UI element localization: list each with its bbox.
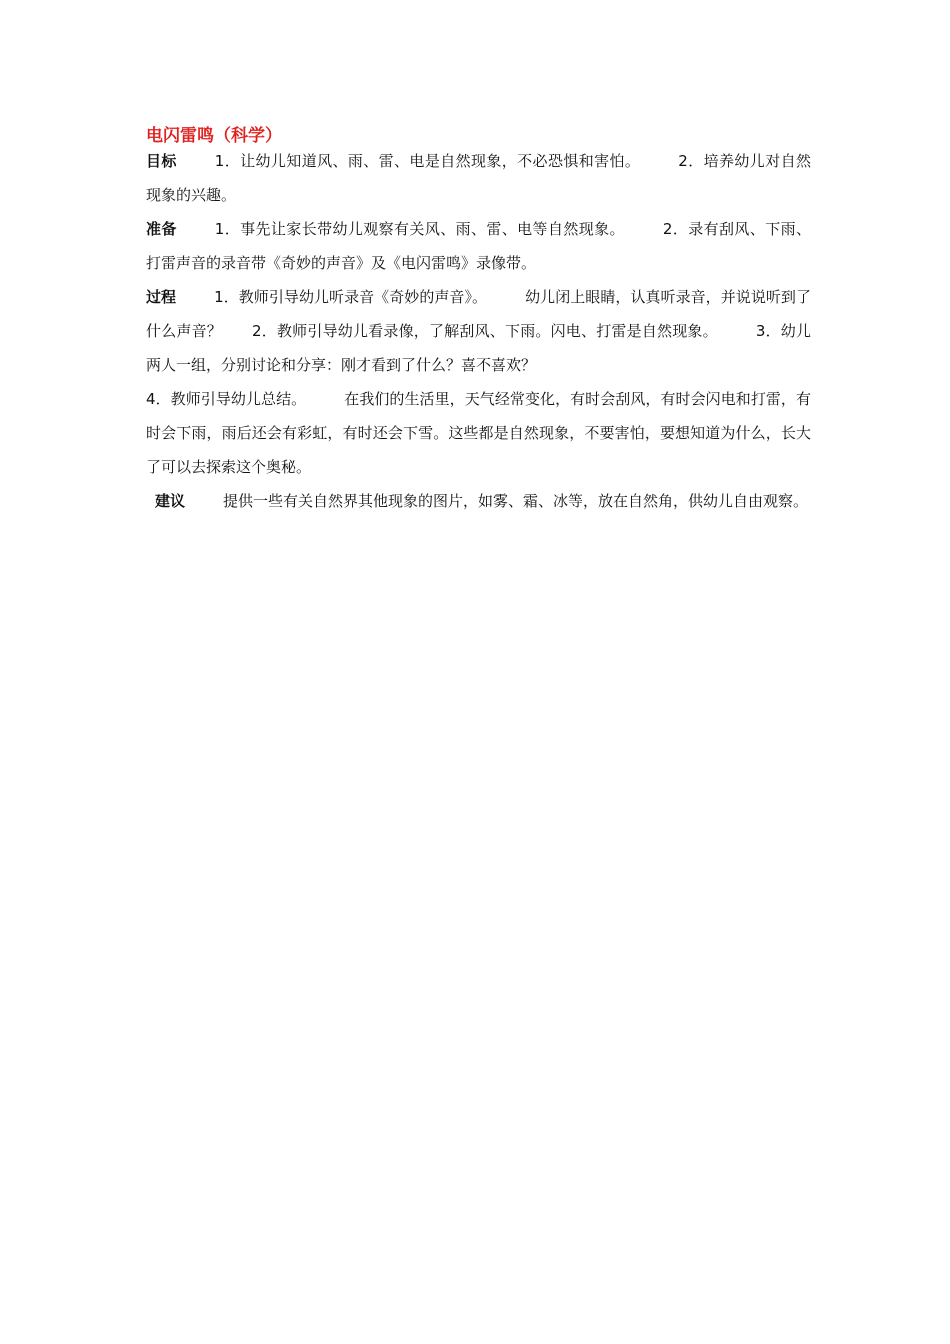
document-title: 电闪雷鸣（科学） [146, 126, 282, 146]
preparation-item1-number: 1． [214, 220, 241, 238]
goal-section [146, 144, 811, 212]
process-item3-number: 3． [755, 322, 781, 340]
document-content [146, 124, 811, 518]
process-item4-number: 4． [146, 390, 171, 408]
preparation-item2-text: 录有刮风、下雨、打雷声音的录音带《奇妙的声音》及《电闪雷鸣》录像带。 [146, 220, 811, 272]
process-item1-detail: 幼儿闭上眼睛，认真听录音，并说说听到了什么声音？ [146, 288, 811, 340]
suggestion-label: 建议 [155, 492, 186, 510]
process-item1-text: 教师引导幼儿听录音《奇妙的声音》。 [238, 288, 488, 306]
process-summary-section [146, 382, 811, 484]
process-item1-number: 1． [214, 288, 239, 306]
process-item2-text: 教师引导幼儿看录像，了解刮风、下雨。闪电、打雷是自然现象。 [276, 322, 718, 340]
goal-item2-text: 培养幼儿对自然现象的兴趣。 [146, 152, 811, 204]
preparation-label: 准备 [146, 220, 177, 238]
preparation-section [146, 212, 811, 280]
goal-item1-number: 1． [214, 152, 241, 170]
goal-label: 目标 [146, 152, 177, 170]
process-item4-text: 教师引导幼儿总结。 [170, 390, 307, 408]
goal-item2-number: 2． [678, 152, 704, 170]
preparation-item2-number: 2． [662, 220, 689, 238]
goal-item1-text: 让幼儿知道风、雨、雷、电是自然现象，不必恐惧和害怕。 [240, 152, 641, 170]
process-section [146, 280, 811, 382]
process-label: 过程 [146, 288, 177, 306]
suggestion-section [146, 484, 811, 518]
preparation-item1-text: 事先让家长带幼儿观察有关风、雨、雷、电等自然现象。 [240, 220, 625, 238]
process-item2-number: 2． [252, 322, 277, 340]
suggestion-text: 提供一些有关自然界其他现象的图片，如雾、霜、冰等，放在自然角，供幼儿自由观察。 [223, 492, 809, 510]
process-item4-detail: 在我们的生活里，天气经常变化，有时会刮风，有时会闪电和打雷，有时会下雨，雨后还会有彩虹，有时还会下雪。这些都是自然现象，不要害怕，要想知道为什么，长大了可以去探索这个奥秘。 [146, 390, 811, 476]
process-item3-text: 幼儿两人一组，分别讨论和分享：刚才看到了什么？喜不喜欢？ [146, 322, 811, 374]
